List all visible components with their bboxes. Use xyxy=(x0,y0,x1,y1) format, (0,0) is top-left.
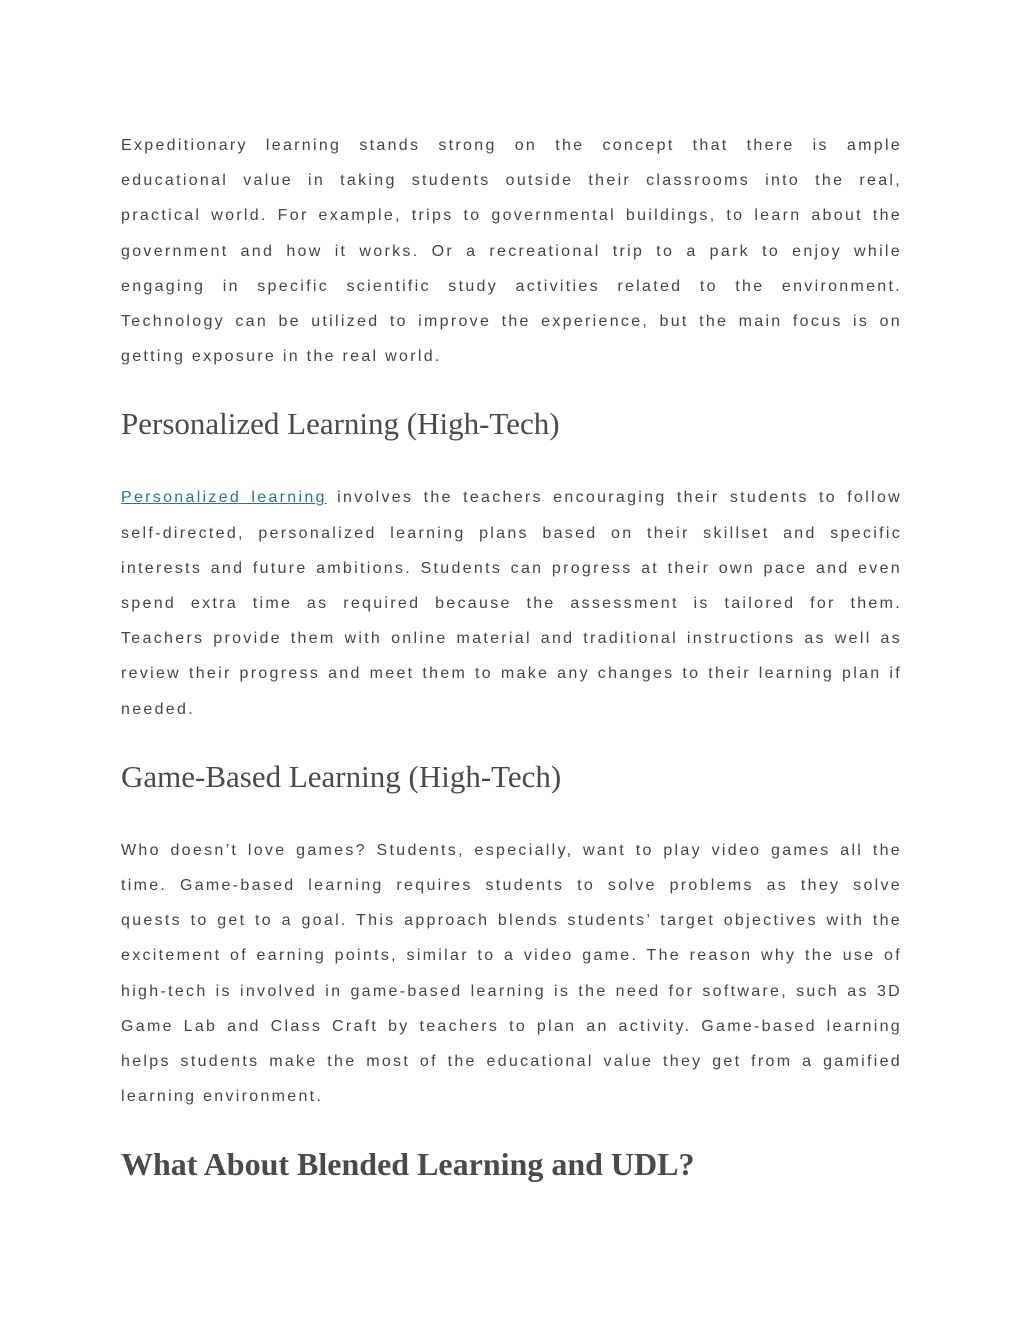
personalized-learning-heading: Personalized Learning (High-Tech) xyxy=(121,406,560,442)
personalized-learning-text: involves the teachers encouraging their students to follow self-directed, personalized learning plans based on their skillset and specific interests and future ambitions. Students can progress at their own pace and even spend extra time as required because the assessment is tailored for them. Teachers provide them with online material and traditional instructions as well as review their progress and meet them to make any changes to their learning plan if needed. xyxy=(121,489,902,718)
game-based-learning-paragraph: Who doesn’t love games? Students, especially, want to play video games all the time. Game-based learning requires students to solve problems as they solve quests to get to a goal. This approach blends students’ target objectives with the excitement of earning points, similar to a video game. The reason why the use of high-tech is involved in game-based learning is the need for software, such as 3D Game Lab and Class Craft by teachers to plan an activity. Game-based learning helps students make the most of the educational value they get from a gamified learning environment. xyxy=(121,841,902,1106)
game-based-learning-heading: Game-Based Learning (High-Tech) xyxy=(121,758,562,794)
personalized-learning-paragraph xyxy=(121,480,902,726)
personalized-learning-link[interactable]: Personalized learning xyxy=(121,489,327,507)
blended-learning-udl-heading: What About Blended Learning and UDL? xyxy=(121,1146,695,1183)
expeditionary-learning-paragraph: Expeditionary learning stands strong on the concept that there is ample educational value in taking students outside their classrooms into the real, practical world. For example, trips to governmental buildings, to learn about the government and how it works. Or a recreational trip to a park to enjoy while engaging in specific scientific study activities related to the environment. Technology can be utilized to improve the experience, but the main focus is on getting exposure in the real world. xyxy=(121,137,902,366)
document-page xyxy=(121,128,902,1182)
